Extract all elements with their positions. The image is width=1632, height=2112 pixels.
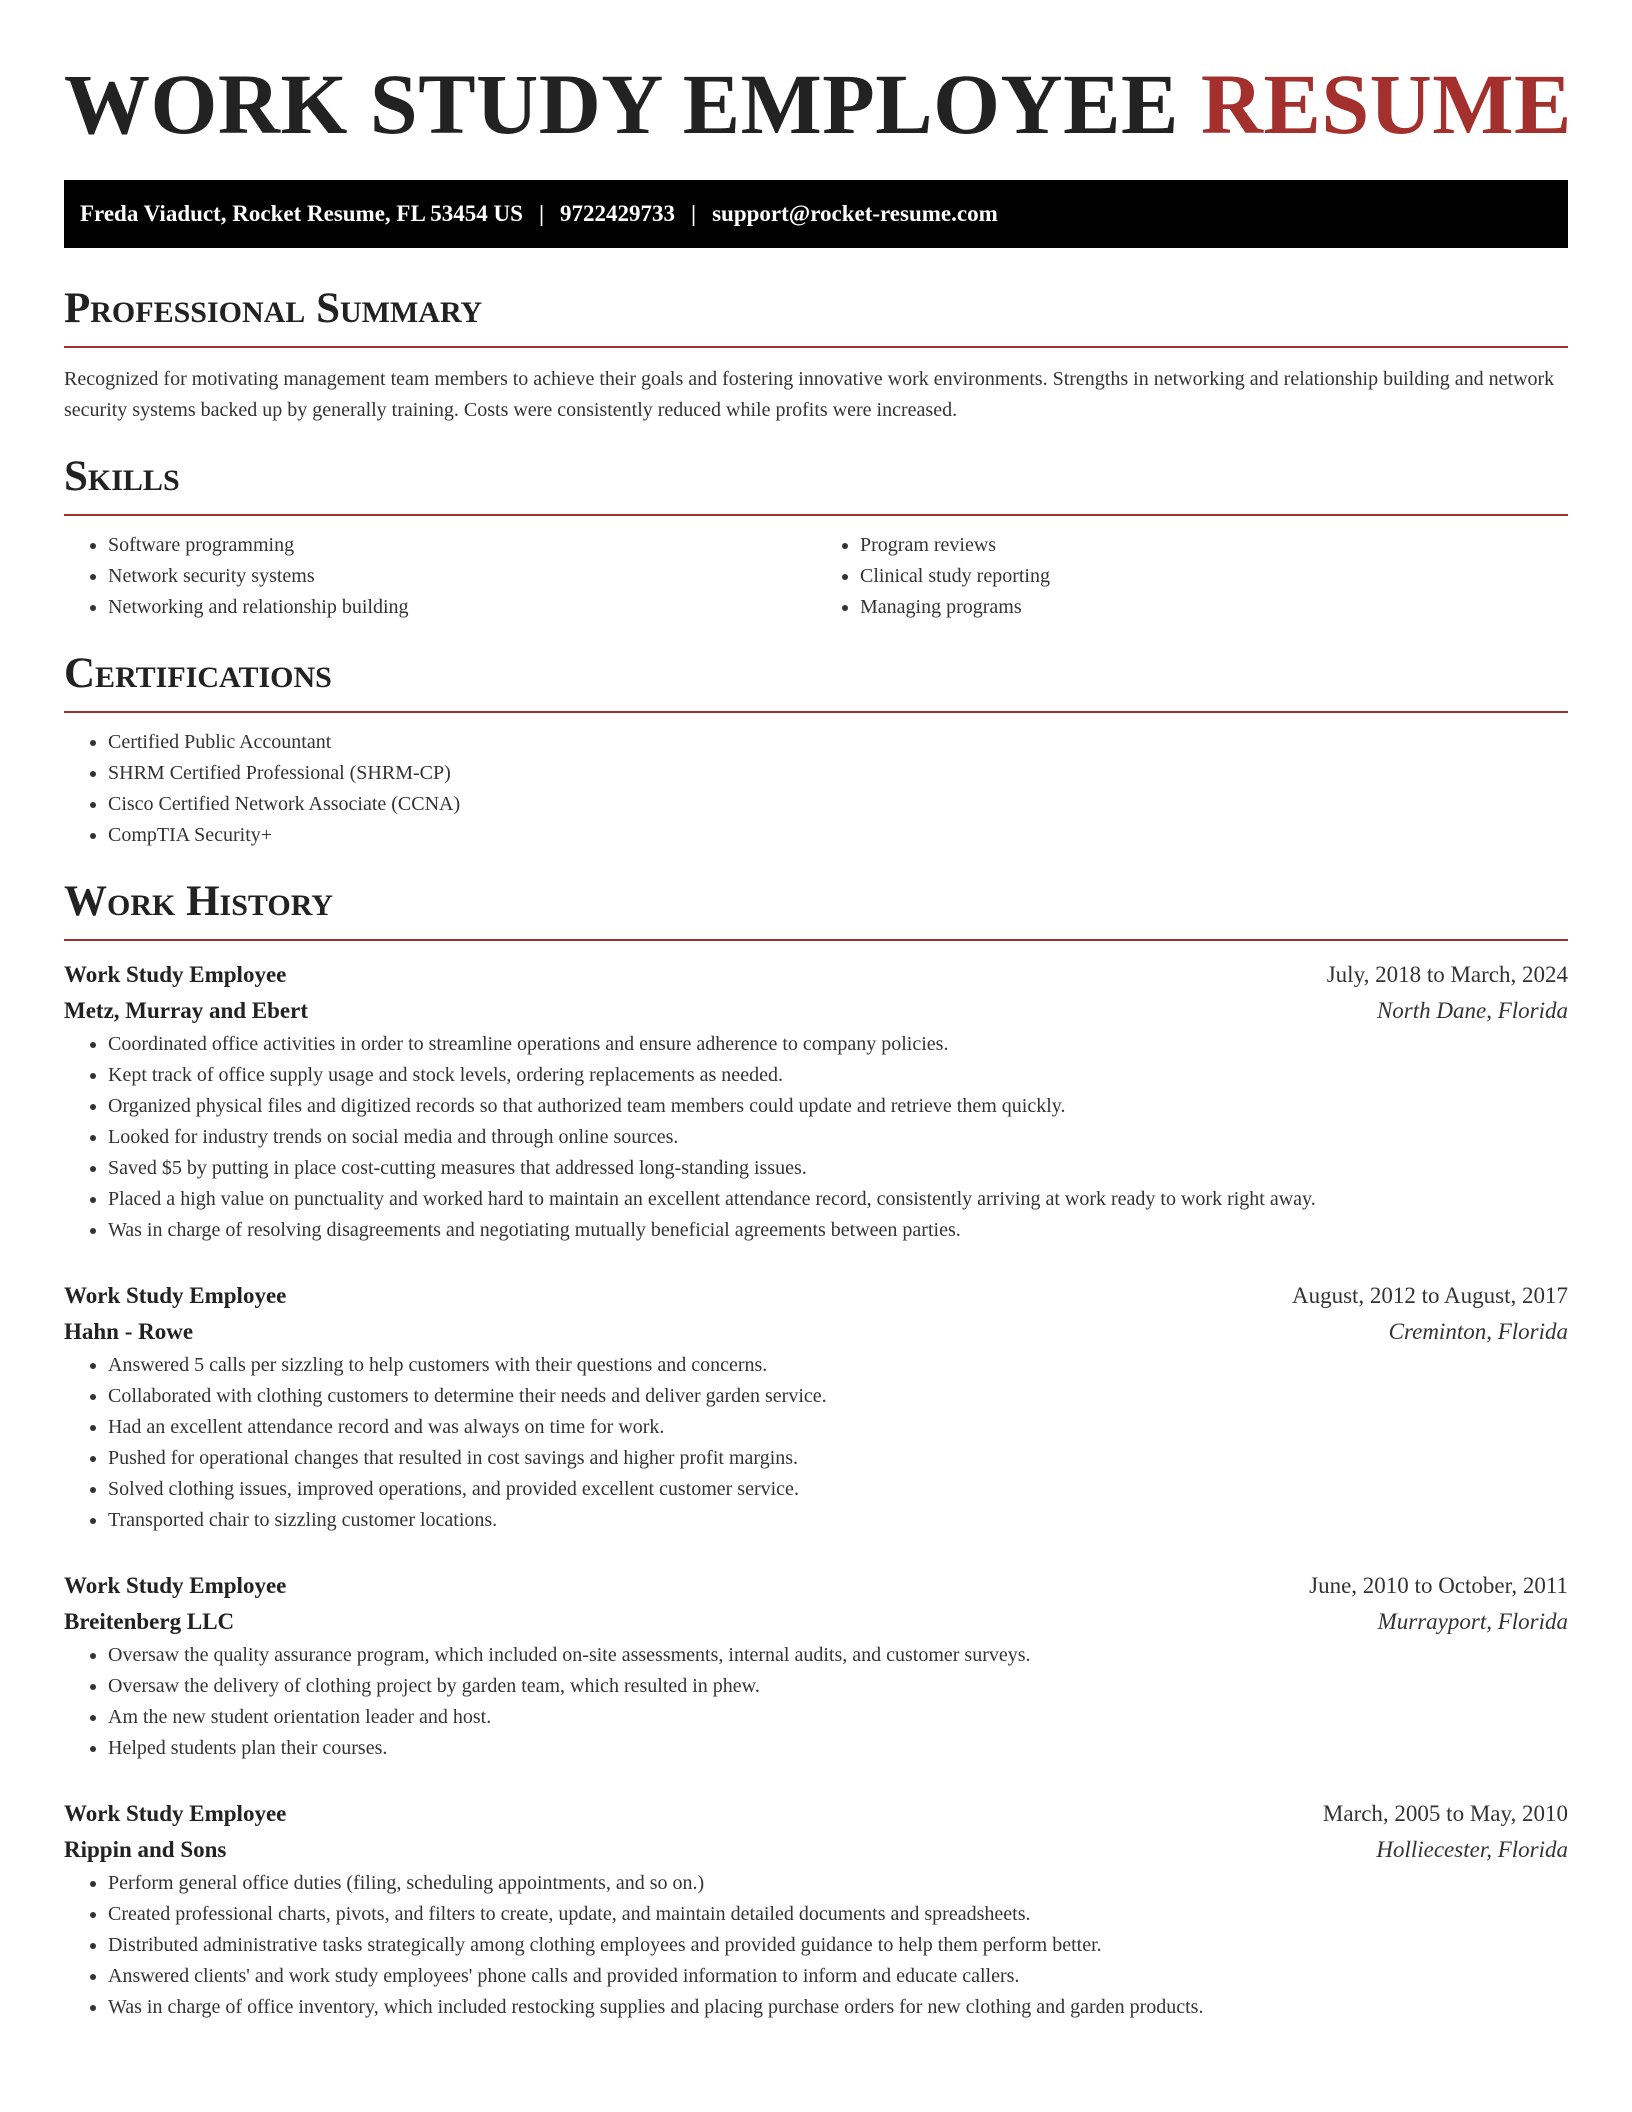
job-header-row [64, 1568, 1568, 1604]
section-divider [64, 346, 1568, 348]
title-accent: RESUME [1200, 56, 1572, 152]
work-history-section [64, 877, 1568, 2023]
certifications-section [64, 649, 1568, 851]
work-history-heading: Work History [64, 878, 333, 925]
skills-list-left [64, 530, 816, 623]
job-title: Work Study Employee [64, 962, 287, 987]
summary-section [64, 284, 1568, 426]
certification-item: • Certified Public Accountant [108, 727, 1568, 758]
job-entry [64, 1796, 1568, 2023]
skill-item: • Program reviews [860, 530, 1568, 561]
job-title: Work Study Employee [64, 1573, 287, 1598]
job-location: Creminton, Florida [1388, 1319, 1568, 1344]
job-dates: August, 2012 to August, 2017 [1291, 1283, 1568, 1308]
skill-item: • Managing programs [860, 592, 1568, 623]
certification-item: • Cisco Certified Network Associate (CCNA) [108, 789, 1568, 820]
job-dates: March, 2005 to May, 2010 [1322, 1801, 1568, 1826]
skill-item: • Clinical study reporting [860, 561, 1568, 592]
job-entry [64, 957, 1568, 1246]
job-entry [64, 1278, 1568, 1536]
job-duty: • Placed a high value on punctuality and worked hard to maintain an excellent attendance record, consistently arriving at work ready to work right away. [108, 1184, 1568, 1215]
skill-item: • Networking and relationship building [108, 592, 816, 623]
job-duty: • Saved $5 by putting in place cost-cutting measures that addressed long-standing issues. [108, 1153, 1568, 1184]
section-divider [64, 939, 1568, 941]
job-duty: • Had an excellent attendance record and was always on time for work. [108, 1412, 1568, 1443]
skills-section [64, 452, 1568, 623]
job-duty: • Was in charge of resolving disagreements and negotiating mutually beneficial agreements between parties. [108, 1215, 1568, 1246]
job-company: Hahn - Rowe [64, 1319, 194, 1344]
job-duty: • Oversaw the delivery of clothing project by garden team, which resulted in phew. [108, 1671, 1568, 1702]
job-duty: • Am the new student orientation leader and host. [108, 1702, 1568, 1733]
job-duty: • Kept track of office supply usage and stock levels, ordering replacements as needed. [108, 1060, 1568, 1091]
job-company-row [64, 1314, 1568, 1350]
skills-grid [64, 530, 1568, 623]
job-duty: • Oversaw the quality assurance program, which included on-site assessments, internal audits, and customer surveys. [108, 1640, 1568, 1671]
summary-text: Recognized for motivating management team members to achieve their goals and fostering innovative work environments. Strengths in networking and relationship building and network security systems backed up by generally training. Costs were consistently reduced while profits were increased. [64, 368, 1555, 421]
certifications-list [64, 727, 1568, 851]
summary-heading: Professional Summary [64, 285, 483, 332]
job-company: Breitenberg LLC [64, 1609, 235, 1634]
job-header-row [64, 1796, 1568, 1832]
job-duty: • Perform general office duties (filing, scheduling appointments, and so on.) [108, 1868, 1568, 1899]
job-location: North Dane, Florida [1376, 998, 1568, 1023]
job-duties-list [64, 1640, 1568, 1764]
certification-item: • SHRM Certified Professional (SHRM-CP) [108, 758, 1568, 789]
job-duties-list [64, 1868, 1568, 2023]
job-dates: July, 2018 to March, 2024 [1326, 962, 1568, 987]
contact-separator: | [538, 201, 545, 226]
job-duty: • Looked for industry trends on social media and through online sources. [108, 1122, 1568, 1153]
job-duty: • Transported chair to sizzling customer locations. [108, 1505, 1568, 1536]
job-title: Work Study Employee [64, 1801, 287, 1826]
job-duty: • Created professional charts, pivots, and filters to create, update, and maintain detailed documents and spreadsheets. [108, 1899, 1568, 1930]
job-duty: • Collaborated with clothing customers to determine their needs and deliver garden service. [108, 1381, 1568, 1412]
job-duty: • Answered clients' and work study employees' phone calls and provided information to inform and educate callers. [108, 1961, 1568, 1992]
contact-phone: 9722429733 [560, 201, 676, 226]
job-duty: • Answered 5 calls per sizzling to help customers with their questions and concerns. [108, 1350, 1568, 1381]
section-divider [64, 514, 1568, 516]
job-entry [64, 1568, 1568, 1764]
job-duty: • Solved clothing issues, improved operations, and provided excellent customer service. [108, 1474, 1568, 1505]
job-duty: • Helped students plan their courses. [108, 1733, 1568, 1764]
job-company-row [64, 1832, 1568, 1868]
certifications-heading: Certifications [64, 650, 332, 697]
job-duty: • Pushed for operational changes that resulted in cost savings and higher profit margins. [108, 1443, 1568, 1474]
job-company: Rippin and Sons [64, 1837, 227, 1862]
contact-separator: | [691, 201, 697, 226]
job-duties-list [64, 1350, 1568, 1536]
resume-title [64, 56, 1572, 152]
job-duty: • Was in charge of office inventory, which included restocking supplies and placing purchase orders for new clothing and garden products. [108, 1992, 1568, 2023]
section-divider [64, 711, 1568, 713]
job-header-row [64, 957, 1568, 993]
title-main: WORK STUDY EMPLOYEE [64, 56, 1179, 152]
contact-email: support@rocket-resume.com [712, 201, 998, 226]
contact-address: Freda Viaduct, Rocket Resume, FL 53454 US [80, 201, 523, 226]
job-title: Work Study Employee [64, 1283, 287, 1308]
skills-list-right [816, 530, 1568, 623]
job-duty: • Organized physical files and digitized records so that authorized team members could update and retrieve them quickly. [108, 1091, 1568, 1122]
skill-item: • Software programming [108, 530, 816, 561]
contact-bar [64, 180, 1568, 248]
skills-heading: Skills [64, 453, 180, 500]
job-header-row [64, 1278, 1568, 1314]
job-company: Metz, Murray and Ebert [64, 998, 308, 1023]
job-company-row [64, 993, 1568, 1029]
job-location: Holliecester, Florida [1376, 1837, 1568, 1862]
job-location: Murrayport, Florida [1377, 1609, 1568, 1634]
job-duty: • Distributed administrative tasks strategically among clothing employees and provided guidance to help them perform better. [108, 1930, 1568, 1961]
certification-item: • CompTIA Security+ [108, 820, 1568, 851]
job-dates: June, 2010 to October, 2011 [1309, 1573, 1568, 1598]
job-duties-list [64, 1029, 1568, 1246]
job-company-row [64, 1604, 1568, 1640]
skill-item: • Network security systems [108, 561, 816, 592]
job-duty: • Coordinated office activities in order to streamline operations and ensure adherence to company policies. [108, 1029, 1568, 1060]
